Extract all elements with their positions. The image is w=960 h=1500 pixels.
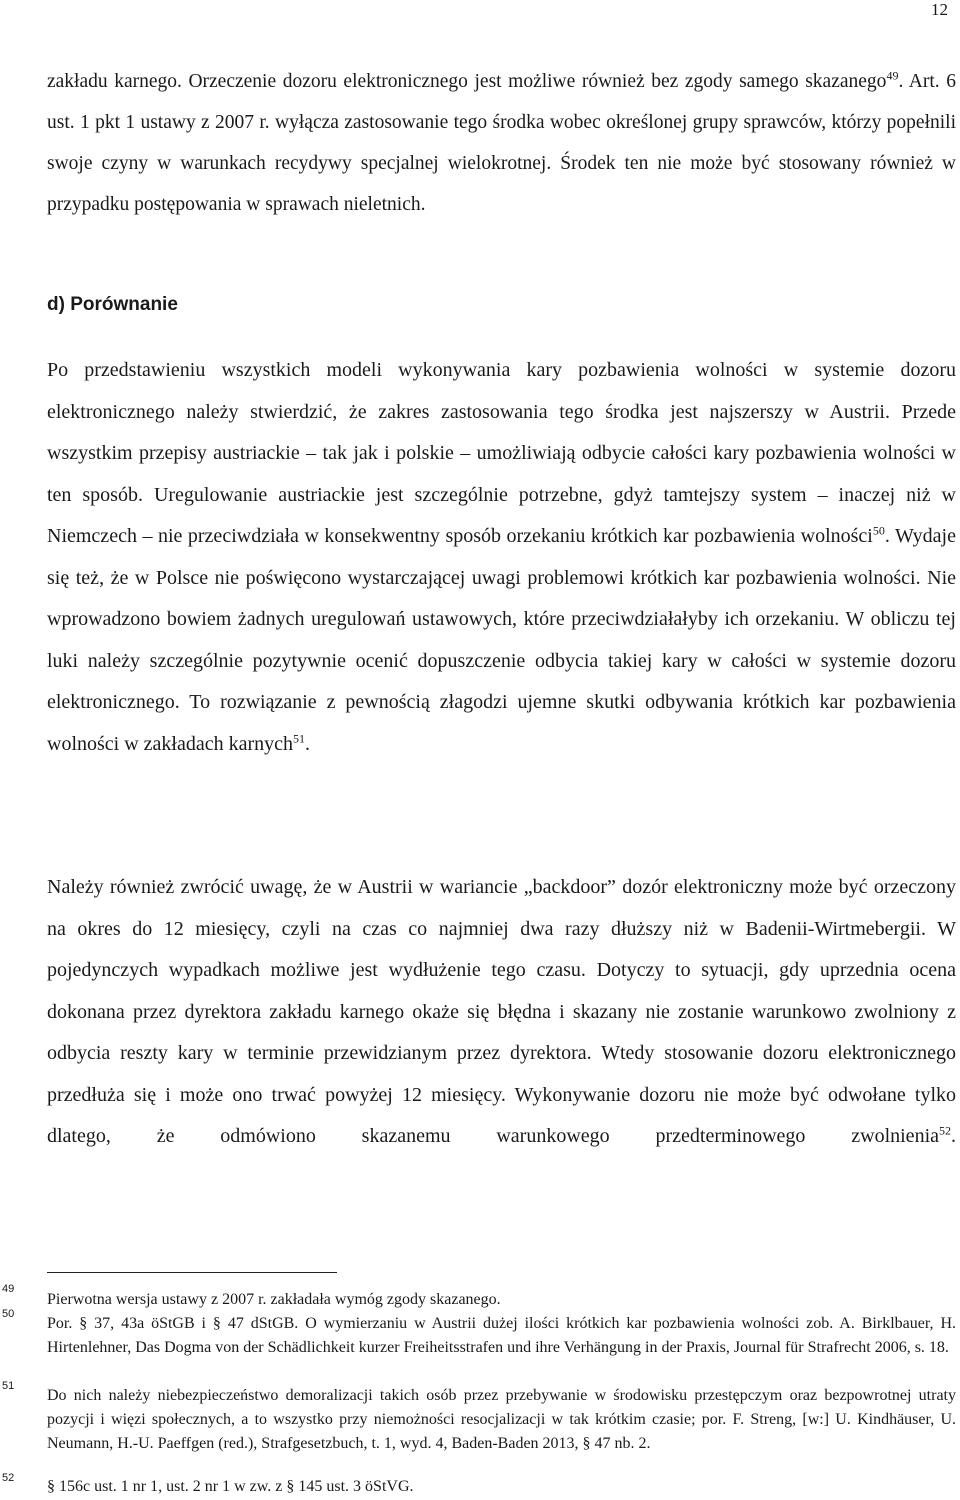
- paragraph-text: Należy również zwrócić uwagę, że w Austrii w wariancie „backdoor” dozór elektroniczny może być orzeczony na okres do 12 miesięcy, czyli na czas co najmniej dwa razy dłuższy niż w Badenii-Wirtmebergii. W pojedynczych wypadkach możliwe jest wydłużenie tego czasu. Dotyczy to sytuacji, gdy uprzednia ocena dokonana przez dyrektora zakładu karnego okaże się błędna i skazany nie zostanie warunkowo zwolniony z odbycia reszty kary w terminie przewidzianym przez dyrektora. Wtedy stosowanie dozoru elektronicznego przedłuża się i może ono trwać powyżej 12 miesięcy. Wykonywanie dozoru nie może być odwołane tylko dlatego, że odmówiono skazanemu warunkowego przedterminowego zwolnienia: [47, 876, 956, 1147]
- footnote-separator: [47, 1272, 337, 1273]
- footnote-ref-49[interactable]: 49: [886, 68, 899, 83]
- page-number: 12: [931, 0, 948, 19]
- paragraph-backdoor: [47, 867, 956, 1158]
- footnote-49: Pierwotna wersja ustawy z 2007 r. zakładała wymóg zgody skazanego.: [47, 1291, 501, 1308]
- paragraph-text: .: [951, 1125, 956, 1147]
- paragraph-text: Po przedstawieniu wszystkich modeli wykonywania kary pozbawienia wolności w systemie dozoru elektronicznego należy stwierdzić, że zakres zastosowania tego środka jest najszerszy w Austrii. Przede wszystkim przepisy austriackie – tak jak i polskie – umożliwiają odbycie całości kary pozbawienia wolności w ten sposób. Uregulowanie austriackie jest szczególnie potrzebne, gdyż tamtejszy system – inaczej niż w Niemczech – nie przeciwdziała w konsekwentny sposób orzekaniu krótkich kar pozbawienia wolności: [47, 359, 956, 547]
- footnote-number: 52: [2, 1472, 15, 1484]
- footnote-number: 49: [2, 1283, 15, 1295]
- paragraph-text: . Wydaje się też, że w Polsce nie poświęcono wystarczającej uwagi problemowi krótkich kar pozbawienia wolności. Nie wprowadzono bowiem żadnych uregulowań ustawowych, które przeciwdziałałyby ich orzekaniu. W obliczu tej luki należy szczególnie pozytywnie ocenić dopuszczenie odbycia takiej kary w całości w systemie dozoru elektronicznego. To rozwiązanie z pewnością złagodzi ujemne skutki odbywania krótkich kar pozbawienia wolności w zakładach karnych: [47, 525, 956, 755]
- footnote-ref-51[interactable]: 51: [293, 730, 306, 745]
- footnote-52: § 156c ust. 1 nr 1, ust. 2 nr 1 w zw. z § 145 ust. 3 öStVG.: [47, 1478, 414, 1495]
- paragraph-text: . Art. 6 ust. 1 pkt 1 ustawy z 2007 r. wyłącza zastosowanie tego środka wobec określonej grupy sprawców, którzy popełnili swoje czyny w warunkach recydywy specjalnej wielokrotnej. Środek ten nie może być stosowany również w przypadku postępowania w sprawach nieletnich.: [47, 71, 956, 215]
- paragraph-intro: [47, 61, 956, 225]
- paragraph-comparison: [47, 350, 956, 765]
- footnote-ref-52[interactable]: 52: [939, 1123, 951, 1138]
- footnote-number: 50: [2, 1308, 15, 1320]
- footnote-50: Por. § 37, 43a öStGB i § 47 dStGB. O wymierzaniu w Austrii dużej ilości krótkich kar pozbawienia wolności zob. A. Birklbauer, H. Hirtenlehner, Das Dogma von der Schädlichkeit kurzer Freiheitsstrafen und ihre Verhängung in der Praxis, Journal für Strafrecht 2006, s. 18.: [47, 1315, 956, 1356]
- paragraph-text: zakładu karnego. Orzeczenie dozoru elektronicznego jest możliwe również bez zgody samego skazanego: [47, 71, 887, 92]
- footnote-number: 51: [2, 1380, 15, 1392]
- paragraph-text: .: [305, 732, 311, 755]
- footnote-ref-50[interactable]: 50: [872, 523, 885, 538]
- section-heading: d) Porównanie: [47, 294, 178, 315]
- footnote-51: Do nich należy niebezpieczeństwo demoralizacji takich osób przez przebywanie w środowisku przestępczym oraz bezpowrotnej utraty pozycji i więzi społecznych, a to wszystko przy niemożności resocjalizacji w tak krótkim czasie; por. F. Streng, [w:] U. Kindhäuser, U. Neumann, H.-U. Paeffgen (red.), Strafgesetzbuch, t. 1, wyd. 4, Baden-Baden 2013, § 47 nb. 2.: [47, 1387, 956, 1452]
